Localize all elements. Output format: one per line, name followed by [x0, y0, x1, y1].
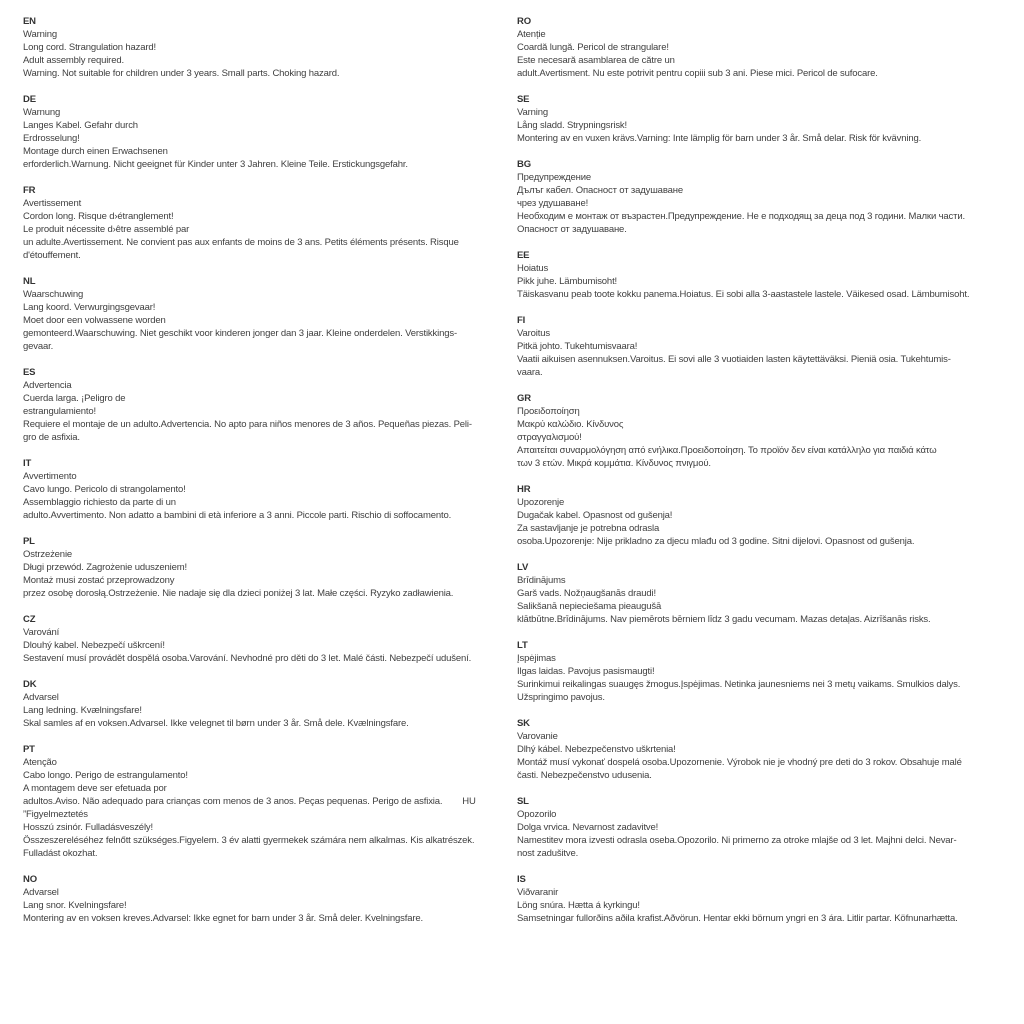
- warning-line: Sestavení musí provádět dospělá osoba.Varování. Nevhodné pro děti do 3 let. Malé části. Nebezpečí udušení.: [23, 653, 472, 664]
- language-section-no: [23, 873, 497, 925]
- language-section-gr: [517, 392, 991, 470]
- warning-line: Hoiatus: [517, 263, 549, 274]
- language-code: LT: [517, 640, 528, 651]
- warning-line: Waarschuwing: [23, 289, 84, 300]
- language-section-bg: [517, 158, 991, 236]
- language-section-ro: [517, 15, 991, 80]
- warning-line: Ostrzeżenie: [23, 549, 73, 560]
- warning-line: Varning: [517, 107, 548, 118]
- warning-line: Необходим е монтаж от възрастен.Предупреждение. Не е подходящ за деца под 3 години. Малки части.: [517, 211, 965, 222]
- language-section-hr: [517, 483, 991, 548]
- warning-line: Lang koord. Verwurgingsgevaar!: [23, 302, 156, 313]
- warning-line: Montering av en voksen kreves.Advarsel: Ikke egnet for barn under 3 år. Små deler. Kvelningsfare.: [23, 913, 423, 924]
- warning-line: Montering av en vuxen krävs.Varning: Inte lämplig för barn under 3 år. Små delar. Risk för kvävning.: [517, 133, 922, 144]
- language-code: RO: [517, 16, 531, 27]
- warning-line: Salikšanā nepieciešama pieaugušā: [517, 601, 662, 612]
- warning-line: Za sastavljanje je potrebna odrasla: [517, 523, 660, 534]
- warning-line: Long cord. Strangulation hazard!: [23, 42, 157, 53]
- warning-line: Warnung: [23, 107, 61, 118]
- warning-line: erforderlich.Warnung. Nicht geeignet für Kinder unter 3 Jahren. Kleine Teile. Erstickungsgefahr.: [23, 159, 408, 170]
- warning-line: Предупреждение: [517, 172, 592, 183]
- warning-line: Montáž musí vykonať dospelá osoba.Upozornenie. Výrobok nie je vhodný pre deti do 3 rokov. Obsahuje malé: [517, 757, 962, 768]
- language-code: LV: [517, 562, 529, 573]
- language-section-fr: [23, 184, 497, 262]
- warning-line: Avertissement: [23, 198, 82, 209]
- warning-line: Dlouhý kabel. Nebezpečí uškrcení!: [23, 640, 165, 651]
- warning-line: Advarsel: [23, 887, 59, 898]
- warning-line: gro de asfixia.: [23, 432, 80, 443]
- warning-line: Ilgas laidas. Pavojus pasismaugti!: [517, 666, 655, 677]
- warning-line: Montaż musi zostać przeprowadzony: [23, 575, 175, 586]
- warning-line: Fulladást okozhat.: [23, 848, 98, 859]
- language-section-cz: [23, 613, 497, 665]
- warning-line: чрез удушаване!: [517, 198, 589, 209]
- warning-line: των 3 ετών. Μικρά κομμάτια. Κίνδυνος πνιγμού.: [517, 458, 711, 469]
- warning-line: Cavo lungo. Pericolo di strangolamento!: [23, 484, 186, 495]
- language-code: NO: [23, 874, 37, 885]
- warning-line: Cabo longo. Perigo de estrangulamento!: [23, 770, 188, 781]
- warning-line: nost zadušitve.: [517, 848, 579, 859]
- warning-line: Įspėjimas: [517, 653, 556, 664]
- language-code: EN: [23, 16, 36, 27]
- warning-line: Upozorenje: [517, 497, 565, 508]
- language-code: DK: [23, 679, 37, 690]
- language-section-lt: [517, 639, 991, 704]
- language-code: SL: [517, 796, 529, 807]
- warning-line: ”Figyelmeztetés: [23, 809, 88, 820]
- warning-line: un adulte.Avertissement. Ne convient pas aux enfants de moins de 3 ans. Petits éléments présents. Risque: [23, 237, 459, 248]
- warning-line: Vaatii aikuisen asennuksen.Varoitus. Ei sovi alle 3 vuotiaiden lasten käytettäväksi. Pieniä osia. Tukehtumis-: [517, 354, 951, 365]
- warning-line: adultos.Aviso. Não adequado para crianças com menos de 3 anos. Peças pequenas. Perigo de asfixia. HU: [23, 796, 476, 807]
- warning-line: Warning: [23, 29, 57, 40]
- warning-line: Lang snor. Kvelningsfare!: [23, 900, 127, 911]
- language-code: CZ: [23, 614, 36, 625]
- warning-line: Löng snúra. Hætta á kyrkingu!: [517, 900, 640, 911]
- warning-line: Moet door een volwassene worden: [23, 315, 166, 326]
- warning-line: Μακρύ καλώδιο. Κίνδυνος: [517, 419, 624, 430]
- language-code: ES: [23, 367, 36, 378]
- warning-line: vaara.: [517, 367, 543, 378]
- warning-line: Viðvaranir: [517, 887, 559, 898]
- warning-line: Adult assembly required.: [23, 55, 124, 66]
- warning-line: στραγγαλισμού!: [517, 432, 582, 443]
- warning-line: Skal samles af en voksen.Advarsel. Ikke velegnet til børn under 3 år. Små dele. Kvælningsfare.: [23, 718, 409, 729]
- warning-line: Este necesară asamblarea de către un: [517, 55, 675, 66]
- warning-line: Avvertimento: [23, 471, 77, 482]
- warning-line: Garš vads. Nožņaugšanās draudi!: [517, 588, 656, 599]
- language-section-en: [23, 15, 497, 80]
- language-section-fi: [517, 314, 991, 379]
- warning-line: Advertencia: [23, 380, 72, 391]
- warning-line: Warning. Not suitable for children under 3 years. Small parts. Choking hazard.: [23, 68, 340, 79]
- warning-line: Lång sladd. Strypningsrisk!: [517, 120, 628, 131]
- language-section-pt: [23, 743, 497, 860]
- language-code: IT: [23, 458, 32, 469]
- language-code: SK: [517, 718, 530, 729]
- language-code: PL: [23, 536, 35, 547]
- language-code: FR: [23, 185, 36, 196]
- warning-line: A montagem deve ser efetuada por: [23, 783, 167, 794]
- language-code: EE: [517, 250, 530, 261]
- warning-line: gevaar.: [23, 341, 54, 352]
- warning-line: Varovanie: [517, 731, 558, 742]
- language-section-pl: [23, 535, 497, 600]
- warning-line: gemonteerd.Waarschuwing. Niet geschikt voor kinderen jonger dan 3 jaar. Kleine onderdelen. Verstikkings-: [23, 328, 457, 339]
- warning-line: Összeszereléséhez felnőtt szükséges.Figyelem. 3 év alatti gyermekek számára nem alkalmas. Kis alkatrészek.: [23, 835, 475, 846]
- language-section-sk: [517, 717, 991, 782]
- warning-line: Atenție: [517, 29, 546, 40]
- language-code: GR: [517, 393, 531, 404]
- warning-line: Varoitus: [517, 328, 550, 339]
- warning-line: Дълъг кабел. Опасност от задушаване: [517, 185, 683, 196]
- warning-line: przez osobę dorosłą.Ostrzeżenie. Nie nadaje się dla dzieci poniżej 3 lat. Małe części. Ryzyko zadławienia.: [23, 588, 454, 599]
- language-section-lv: [517, 561, 991, 626]
- language-code: FI: [517, 315, 526, 326]
- warning-line: Pitkä johto. Tukehtumisvaara!: [517, 341, 638, 352]
- warning-line: Advarsel: [23, 692, 59, 703]
- language-code: IS: [517, 874, 526, 885]
- warning-line: Samsetningar fullorðins aðila krafist.Aðvörun. Hentar ekki börnum yngri en 3 ára. Litlir partar. Köfnunarhætta.: [517, 913, 958, 924]
- language-section-dk: [23, 678, 497, 730]
- warning-line: Surinkimui reikalingas suaugęs žmogus.Įspėjimas. Netinka jaunesniems nei 3 metų vaikams. Smulkios dalys.: [517, 679, 961, 690]
- warning-line: Užspringimo pavojus.: [517, 692, 605, 703]
- language-section-nl: [23, 275, 497, 353]
- warning-line: Namestitev mora izvesti odrasla oseba.Opozorilo. Ni primerno za otroke mlajše od 3 let. Majhni delci. Nevar-: [517, 835, 957, 846]
- warning-line: Προειδοποίηση: [517, 406, 580, 417]
- warning-line: Requiere el montaje de un adulto.Advertencia. No apto para niños menores de 3 años. Pequeñas piezas. Peli-: [23, 419, 472, 430]
- warning-line: Απαιτείται συναρμολόγηση από ενήλικα.Προειδοποίηση. Το προϊόν δεν είναι κατάλληλο για παιδιά κάτω: [517, 445, 937, 456]
- warning-line: Le produit nécessite d›être assemblé par: [23, 224, 190, 235]
- warning-line: adulto.Avvertimento. Non adatto a bambini di età inferiore a 3 anni. Piccole parti. Rischio di soffocamento.: [23, 510, 452, 521]
- language-section-es: [23, 366, 497, 444]
- warning-line: Dolga vrvica. Nevarnost zadavitve!: [517, 822, 659, 833]
- language-code: NL: [23, 276, 36, 287]
- warning-line: Dlhý kábel. Nebezpečenstvo uškrtenia!: [517, 744, 676, 755]
- warning-line: Lang ledning. Kvælningsfare!: [23, 705, 142, 716]
- warning-line: Długi przewód. Zagrożenie uduszeniem!: [23, 562, 187, 573]
- warning-line: Cordon long. Risque d›étranglement!: [23, 211, 174, 222]
- warning-line: Cuerda larga. ¡Peligro de: [23, 393, 126, 404]
- warning-line: Pikk juhe. Lämbumisoht!: [517, 276, 618, 287]
- language-section-se: [517, 93, 991, 145]
- language-section-sl: [517, 795, 991, 860]
- warning-line: Hosszú zsinór. Fulladásveszély!: [23, 822, 153, 833]
- warning-line: Opozorilo: [517, 809, 557, 820]
- warning-line: klātbūtne.Brīdinājums. Nav piemērots bērniem līdz 3 gadu vecumam. Mazas detaļas. Aizrīšanās risks.: [517, 614, 931, 625]
- language-section-ee: [517, 249, 991, 301]
- warning-line: Coardă lungă. Pericol de strangulare!: [517, 42, 669, 53]
- warning-line: Langes Kabel. Gefahr durch: [23, 120, 138, 131]
- language-code: DE: [23, 94, 36, 105]
- warning-line: Assemblaggio richiesto da parte di un: [23, 497, 176, 508]
- right-column: [517, 15, 991, 1024]
- warning-line: Täiskasvanu peab toote kokku panema.Hoiatus. Ei sobi alla 3-aastastele lastele. Väikesed osad. Lämbumisoht.: [517, 289, 970, 300]
- warning-line: Dugačak kabel. Opasnost od gušenja!: [517, 510, 673, 521]
- language-code: BG: [517, 159, 531, 170]
- warning-line: osoba.Upozorenje: Nije prikladno za djecu mlađu od 3 godine. Sitni dijelovi. Opasnost od gušenja.: [517, 536, 915, 547]
- language-section-is: [517, 873, 991, 925]
- language-section-de: [23, 93, 497, 171]
- warning-line: časti. Nebezpečenstvo udusenia.: [517, 770, 652, 781]
- language-section-it: [23, 457, 497, 522]
- language-code: SE: [517, 94, 530, 105]
- warning-line: Varování: [23, 627, 60, 638]
- warning-line: Erdrosselung!: [23, 133, 80, 144]
- warning-line: estrangulamiento!: [23, 406, 96, 417]
- language-code: HR: [517, 484, 531, 495]
- warning-line: Brīdinājums: [517, 575, 566, 586]
- warning-line: Опасност от задушаване.: [517, 224, 627, 235]
- warning-line: d'étouffement.: [23, 250, 81, 261]
- warning-line: Atenção: [23, 757, 57, 768]
- warning-line: Montage durch einen Erwachsenen: [23, 146, 168, 157]
- left-column: [23, 15, 497, 1024]
- language-code: PT: [23, 744, 35, 755]
- warning-line: adult.Avertisment. Nu este potrivit pentru copiii sub 3 ani. Piese mici. Pericol de sufocare.: [517, 68, 878, 79]
